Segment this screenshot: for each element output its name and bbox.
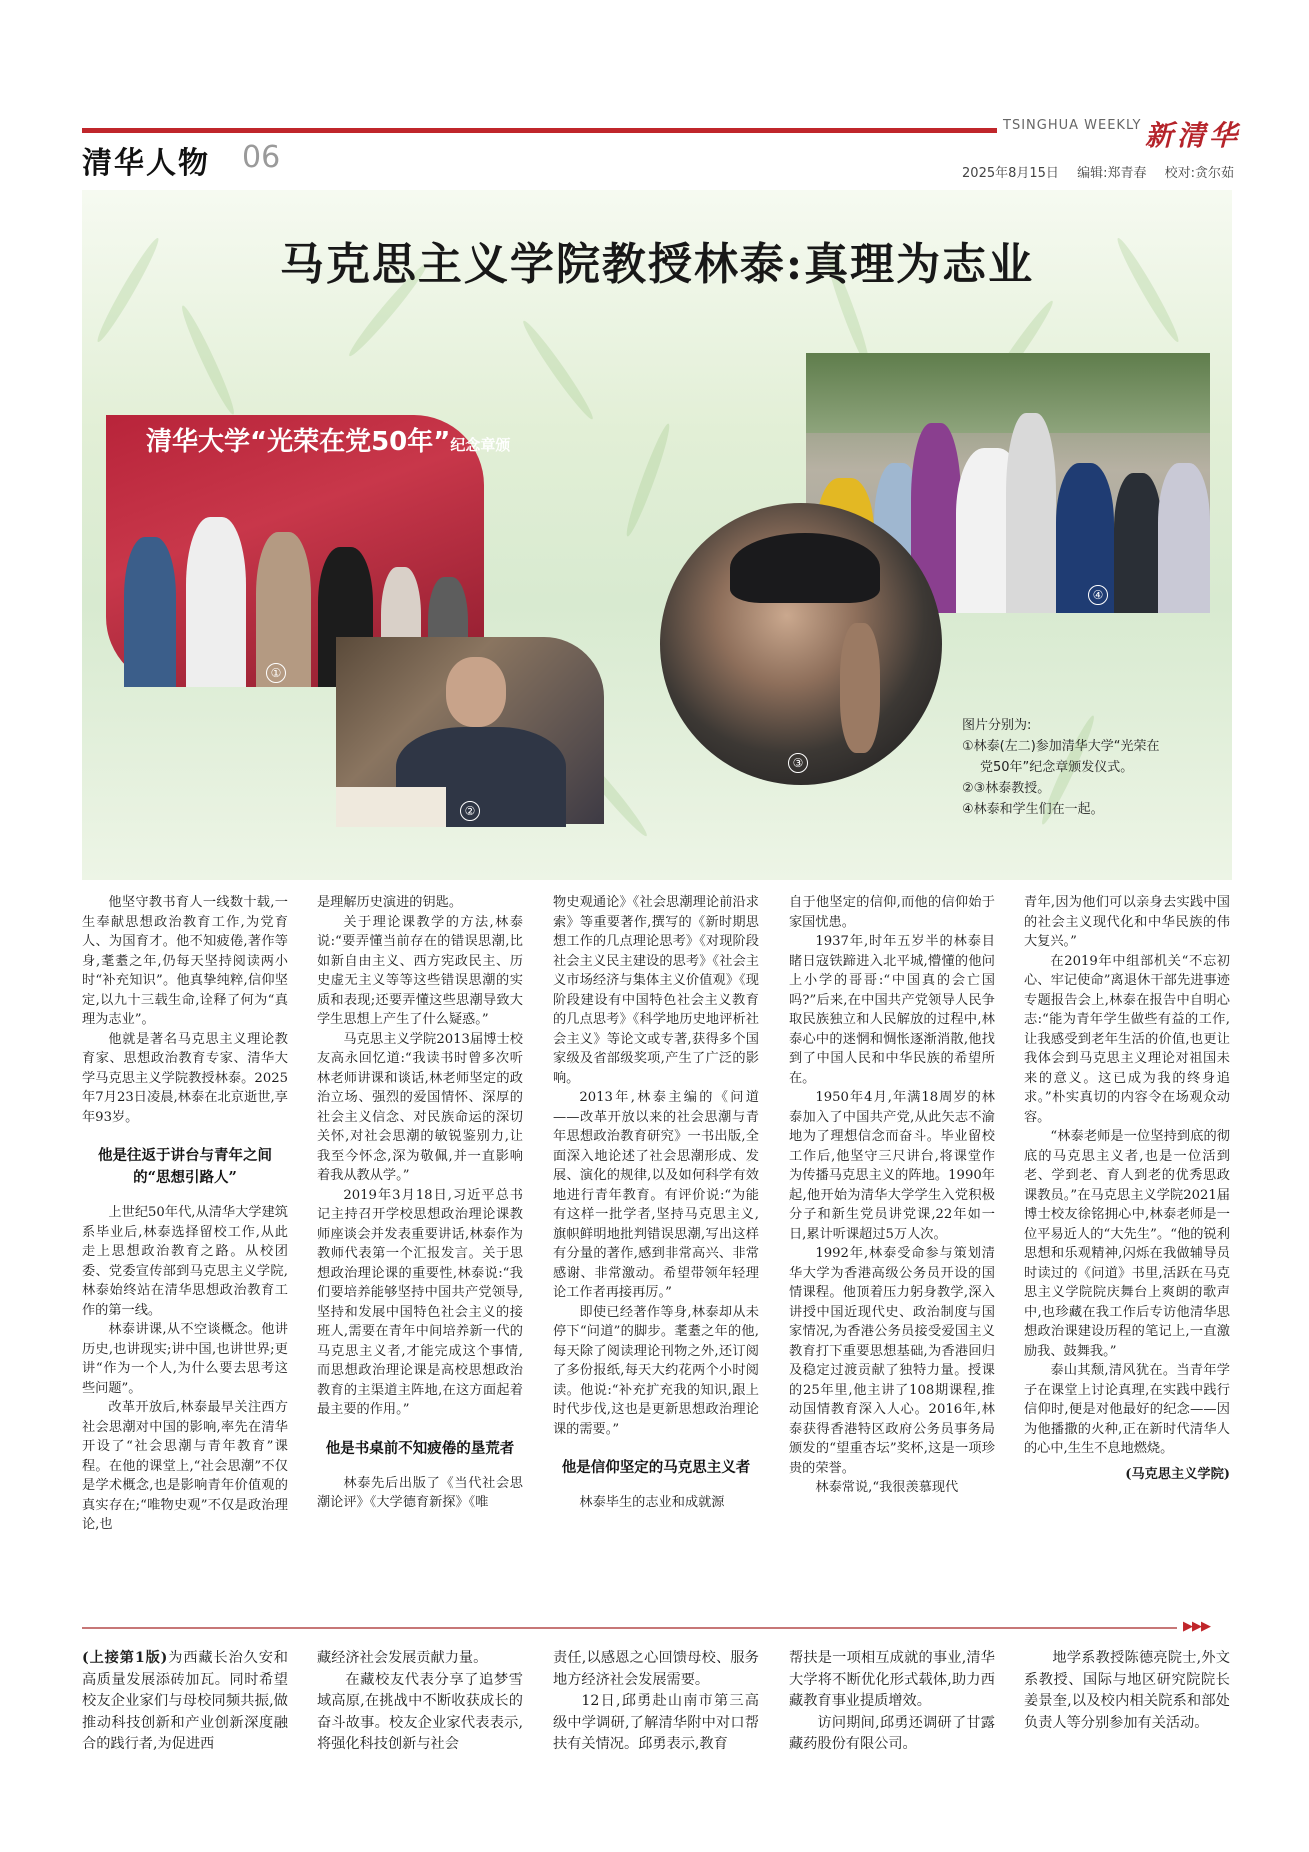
- person-figure: [1114, 473, 1162, 613]
- subheading: 他是信仰坚定的马克思主义者: [561, 1459, 751, 1476]
- paragraph: 访问期间,邱勇还调研了甘露藏药股份有限公司。: [789, 1714, 995, 1752]
- article-column-1: [82, 893, 288, 1535]
- paragraph: 即使已经著作等身,林泰却从未停下“问道”的脚步。耄耋之年的他,每天除了阅读理论刊物之外,还订阅了多份报纸,每天大约花两个小时阅读。他说:“补充扩充我的知识,跟上时代步伐,这也是更新思想政治理论课的需要。”: [553, 1304, 759, 1437]
- paragraph: 2019年3月18日,习近平总书记主持召开学校思想政治理论课教师座谈会并发表重要讲话,林泰作为教师代表第一个汇报发言。关于思想政治理论课的重要性,林泰说:“我们要培养能够坚持中国共产党领导,坚持和发展中国特色社会主义的接班人,需要在青年中间培养新一代的马克思主义者,才能完成这个事情,而思想政治理论课是高校思想政治教育的主渠道主阵地,在这方面起着最主要的作用。”: [317, 1187, 523, 1417]
- subheading: 他是往返于讲台与青年之间的“思想引路人”: [98, 1147, 272, 1186]
- paragraph: 林泰先后出版了《当代社会思潮论评》《大学德育新探》《唯: [317, 1475, 523, 1510]
- paragraph: 他就是著名马克思主义理论教育家、思想政治教育专家、清华大学马克思主义学院教授林泰。2025年7月23日凌晨,林泰在北京逝世,享年93岁。: [82, 1031, 288, 1125]
- paragraph: “林泰老师是一位坚持到底的彻底的马克思主义者,也是一位活到老、学到老、育人到老的优秀思政课教员。”在马克思主义学院2021届博士校友徐铭拥心中,林泰老师是一位平易近人的“大先生”。“他的锐利思想和乐观精神,闪烁在我做辅导员时读过的《问道》书里,活跃在马克思主义学院院庆舞台上爽朗的歌声中,也珍藏在我工作后专访他清华思想政治课建设历程的笔记上,一直激励我、鼓舞我。”: [1024, 1129, 1230, 1359]
- article-headline: 马克思主义学院教授林泰:真理为志业: [279, 239, 1035, 290]
- page-number: 06: [242, 140, 281, 175]
- article-column-5: [1024, 893, 1230, 1484]
- continue-arrows-icon: ▶▶▶: [1183, 1619, 1210, 1634]
- photo-number-badge: ④: [1088, 585, 1108, 605]
- continuation-column-5: [1024, 1648, 1230, 1734]
- bamboo-leaf-decoration: [622, 422, 674, 539]
- paragraph: 改革开放后,林泰最早关注西方社会思潮对中国的影响,率先在清华开设了“社会思潮与青年教育”课程。在他的课堂上,“社会思潮”不仅是学术概念,也是影响青年价值观的真实存在;“唯物史观”不仅是政治理论,也: [82, 1400, 288, 1532]
- paragraph: 1950年4月,年满18周岁的林泰加入了中国共产党,从此矢志不渝地为了理想信念而奋斗。毕业留校工作后,他坚守三尺讲台,将课堂作为传播马克思主义的阵地。1990年起,他开始为清华大学学生入党积极分子和新生党员讲党课,22年如一日,累计听课超过5万人次。: [789, 1090, 995, 1242]
- continuation-column-3: [553, 1648, 759, 1756]
- face-shape: [446, 657, 506, 727]
- editor-credit: 编辑:郑青春: [1077, 166, 1147, 181]
- person-figure: [256, 532, 311, 687]
- hair-shape: [730, 533, 880, 603]
- section-title: 清华人物: [82, 146, 210, 181]
- paragraph: 责任,以感恩之心回馈母校、服务地方经济社会发展需要。: [553, 1650, 759, 1688]
- paragraph: 12日,邱勇赴山南市第三高级中学调研,了解清华附中对口帮扶有关情况。邱勇表示,教育: [553, 1693, 759, 1752]
- paper-shape: [336, 787, 446, 827]
- paragraph: 上世纪50年代,从清华大学建筑系毕业后,林泰选择留校工作,从此走上思想政治教育之路。从校团委、党委宣传部到马克思主义学院,林泰始终站在清华思想政治教育工作的第一线。: [82, 1205, 288, 1318]
- issue-date: 2025年8月15日: [962, 166, 1059, 181]
- paragraph: 地学系教授陈德亮院士,外文系教授、国际与地区研究院院长姜景奎,以及校内相关院系和部处负责人等分别参加有关活动。: [1024, 1650, 1230, 1731]
- section-divider: [82, 1627, 1177, 1629]
- paragraph: 林泰毕生的志业和成就源: [579, 1495, 725, 1510]
- paragraph: 1937年,时年五岁半的林泰目睹日寇铁蹄进入北平城,懵懂的他问上小学的哥哥:“中国真的会亡国吗?”后来,在中国共产党领导人民争取民族独立和人民解放的过程中,林泰心中的迷惘和惆怅逐渐消散,他找到了中国人民和中华民族的希望所在。: [789, 934, 995, 1086]
- article-column-3: [553, 893, 759, 1513]
- subheading: 他是书桌前不知疲倦的垦荒者: [325, 1439, 515, 1457]
- brand-english: TSINGHUA WEEKLY: [1003, 118, 1142, 133]
- person-figure: [1006, 413, 1056, 613]
- article-column-4: [789, 893, 995, 1498]
- paragraph: 在藏校友代表分享了追梦雪域高原,在挑战中不断收获成长的奋斗故事。校友企业家代表表示,将强化科技创新与社会: [317, 1671, 523, 1752]
- paragraph: 林泰常说,“我很羡慕现代: [815, 1480, 959, 1495]
- caption-line: ④林泰和学生们在一起。: [962, 802, 1104, 817]
- paragraph: 是理解历史演进的钥匙。: [317, 895, 463, 910]
- continued-from-label: (上接第1版): [82, 1650, 168, 1666]
- paragraph: 林泰讲课,从不空谈概念。他讲历史,也讲现实;讲中国,也讲世界;更讲“作为一个人,为什么要去思考这些问题”。: [82, 1322, 288, 1396]
- caption-line: ②③林泰教授。: [962, 781, 1051, 796]
- paragraph: 1992年,林泰受命参与策划清华大学为香港高级公务员开设的国情课程。他顶着压力躬身教学,深入讲授中国近现代史、政治制度与国家情况,为香港公务员接受爱国主义教育打下重要思想基础,为香港回归及稳定过渡贡献了独特力量。授课的25年里,他主讲了108期课程,推动国情教育深入人心。2016年,林泰获得香港特区政府公务员事务局颁发的“望重杏坛”奖杯,这是一项珍贵的荣誉。: [789, 1246, 995, 1476]
- photo-number-badge: ③: [788, 753, 808, 773]
- caption-line: 党50年”纪念章颁发仪式。: [980, 760, 1134, 775]
- continuation-column-1: [82, 1648, 288, 1756]
- bamboo-leaf-decoration: [519, 317, 598, 422]
- photo-caption: [962, 715, 1160, 820]
- hand-shape: [840, 623, 880, 753]
- paragraph: (上接第1版)为西藏长治久安和高质量发展添砖加瓦。同时希望校友企业家们与母校同频共振,做推动科技创新和产业创新深度融合的践行者,为促进西: [82, 1650, 288, 1752]
- person-figure: [124, 537, 176, 687]
- photo-banner-text: 清华大学“光荣在党50年”纪念章颁: [146, 427, 511, 457]
- proofreader-credit: 校对:贪尔茹: [1164, 166, 1234, 181]
- caption-line: 图片分别为:: [962, 718, 1032, 733]
- header-rule: [82, 128, 997, 133]
- paragraph: 关于理论课教学的方法,林泰说:“要弄懂当前存在的错误思潮,比如新自由主义、西方宪政民主、历史虚无主义等等这些错误思潮的实质和表现;还要弄懂这些思潮导致大学生思想上产生了什么疑惑。”: [317, 914, 523, 1027]
- paragraph: 藏经济社会发展贡献力量。: [317, 1650, 488, 1666]
- paragraph: 自于他坚定的信仰,而他的信仰始于家国忧患。: [789, 895, 995, 930]
- paragraph: 马克思主义学院2013届博士校友高永回忆道:“我读书时曾多次听林老师讲课和谈话,林老师坚定的政治立场、强烈的爱国情怀、深厚的社会主义信念、对民族命运的深切关怀,对社会思潮的敏锐鉴别力,让我至今怀念,深为敬佩,并一直影响着我从教从学。”: [317, 1031, 523, 1183]
- person-figure: [186, 517, 246, 687]
- photo-portrait-desk: [336, 637, 604, 824]
- article-source: (马克思主义学院): [1125, 1466, 1230, 1482]
- brand-logo: 新清华: [1145, 119, 1242, 152]
- continuation-column-4: [789, 1648, 995, 1756]
- bamboo-leaf-decoration: [177, 303, 239, 417]
- paragraph: 帮扶是一项相互成就的事业,清华大学将不断优化形式载体,助力西藏教育事业提质增效。: [789, 1650, 995, 1709]
- issue-info: [948, 162, 1234, 181]
- photo-number-badge: ②: [460, 801, 480, 821]
- paragraph: 2013年,林泰主编的《问道——改革开放以来的社会思潮与青年思想政治教育研究》一书出版,全面深入地论述了社会思潮形成、发展、演化的规律,以及如何科学有效地进行青年教育。有评价说:“为能有这样一批学者,坚持马克思主义,旗帜鲜明地批判错误思潮,写出这样有分量的著作,感到非常高兴、非常感谢、非常激动。希望带领年轻理论工作者再接再厉。”: [553, 1090, 759, 1300]
- photo-portrait-closeup: [660, 503, 942, 785]
- paragraph: 在2019年中组部机关“不忘初心、牢记使命”离退休干部先进事迹专题报告会上,林泰在报告中自明心志:“能为青年学生做些有益的工作,让我感受到老年生活的价值,也更让我体会到马克思主义理论对祖国未来的意义。这已成为我的终身追求。”朴实真切的内容令在场观众动容。: [1024, 953, 1230, 1125]
- continuation-column-2: [317, 1648, 523, 1756]
- paragraph: 他坚守教书育人一线数十载,一生奉献思想政治教育工作,为党育人、为国育才。他不知疲倦,著作等身,耄耋之年,仍每天坚持阅读两小时“补充知识”。他真挚纯粹,信仰坚定,以九十三载生命,诠释了何为“真理为志业”。: [82, 895, 288, 1027]
- photo-number-badge: ①: [266, 663, 286, 683]
- person-figure: [1158, 463, 1210, 613]
- tree-foliage: [806, 353, 1210, 433]
- paragraph: 泰山其颓,清风犹在。当青年学子在课堂上讨论真理,在实践中践行信仰时,便是对他最好的纪念——因为他播撒的火种,正在新时代清华人的心中,生生不息地燃烧。: [1024, 1363, 1230, 1456]
- paragraph: 青年,因为他们可以亲身去实践中国的社会主义现代化和中华民族的伟大复兴。”: [1024, 895, 1230, 949]
- paragraph: 物史观通论》《社会思潮理论前沿求索》等重要著作,撰写的《新时期思想工作的几点理论思考》《对现阶段社会主义民主建设的思考》《社会主义市场经济与集体主义价值观》《现阶段建设有中国特色社会主义教育的几点思考》《科学地历史地评析社会主义》等论文或专著,获得多个国家级及省部级奖项,产生了广泛的影响。: [553, 895, 759, 1086]
- article-column-2: [317, 893, 523, 1513]
- caption-line: ①林泰(左二)参加清华大学“光荣在: [962, 739, 1160, 754]
